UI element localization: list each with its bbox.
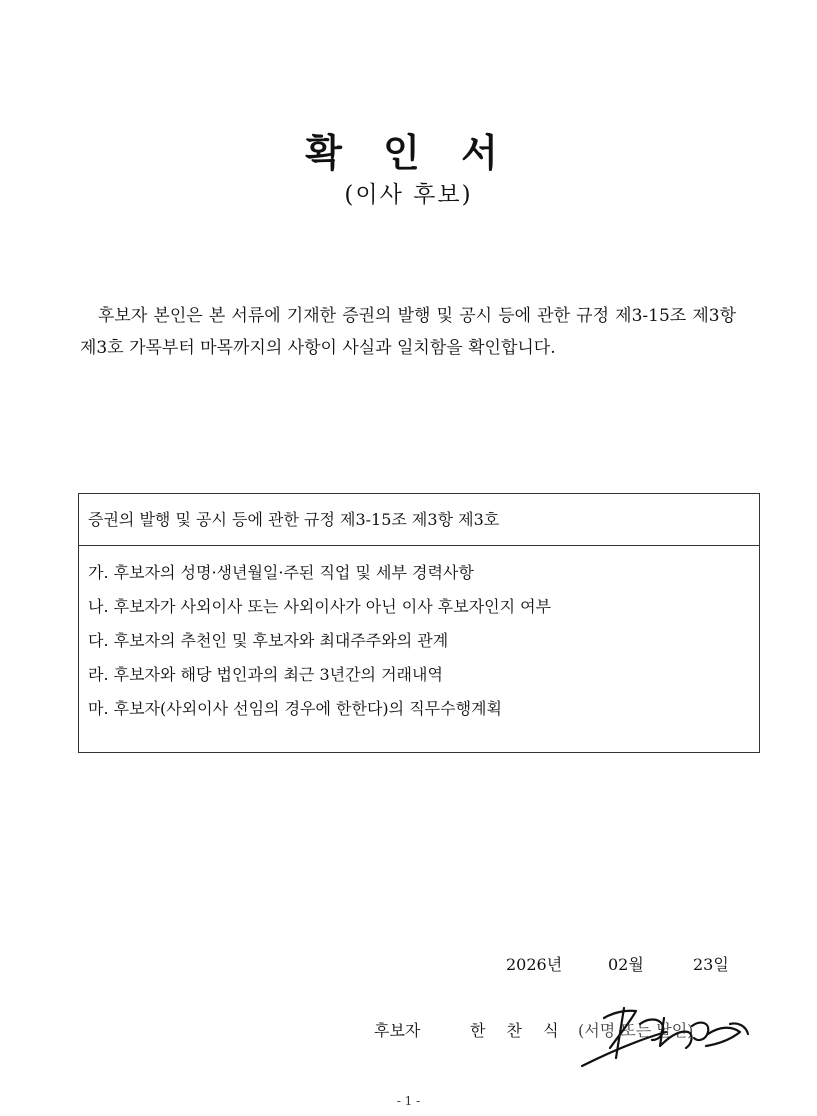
document-subtitle: (이사 후보) bbox=[344, 182, 473, 208]
regulation-item: 가. 후보자의 성명·생년월일·주된 직업 및 세부 경력사항 bbox=[88, 563, 474, 582]
signer-label: 후보자 bbox=[374, 1021, 421, 1040]
page-number: - 1 - bbox=[396, 1094, 421, 1108]
signature-note: (서명 또는 날인) bbox=[578, 1021, 694, 1040]
handwritten-signature-icon bbox=[580, 996, 750, 1068]
date-day: 23일 bbox=[693, 955, 729, 974]
regulation-item-list bbox=[79, 546, 759, 726]
signer-name: 한 찬 식 bbox=[470, 1021, 567, 1040]
regulation-item: 라. 후보자와 해당 법인과의 최근 3년간의 거래내역 bbox=[88, 665, 443, 684]
date-month: 02월 bbox=[608, 955, 644, 974]
regulation-item: 나. 후보자가 사외이사 또는 사외이사가 아닌 이사 후보자인지 여부 bbox=[88, 597, 552, 616]
confirmation-statement: 후보자 본인은 본 서류에 기재한 증권의 발행 및 공시 등에 관한 규정 제3-15조 제3항 제3호 가목부터 마목까지의 사항이 사실과 일치함을 확인합니다. bbox=[80, 306, 736, 358]
date-year: 2026년 bbox=[506, 955, 563, 974]
document-title: 확 인 서 bbox=[305, 130, 512, 175]
regulation-header: 증권의 발행 및 공시 등에 관한 규정 제3-15조 제3항 제3호 bbox=[79, 494, 759, 546]
regulation-item: 마. 후보자(사외이사 선임의 경우에 한한다)의 직무수행계획 bbox=[88, 699, 502, 718]
regulation-table bbox=[78, 493, 760, 753]
regulation-item: 다. 후보자의 추천인 및 후보자와 최대주주와의 관계 bbox=[88, 631, 449, 650]
